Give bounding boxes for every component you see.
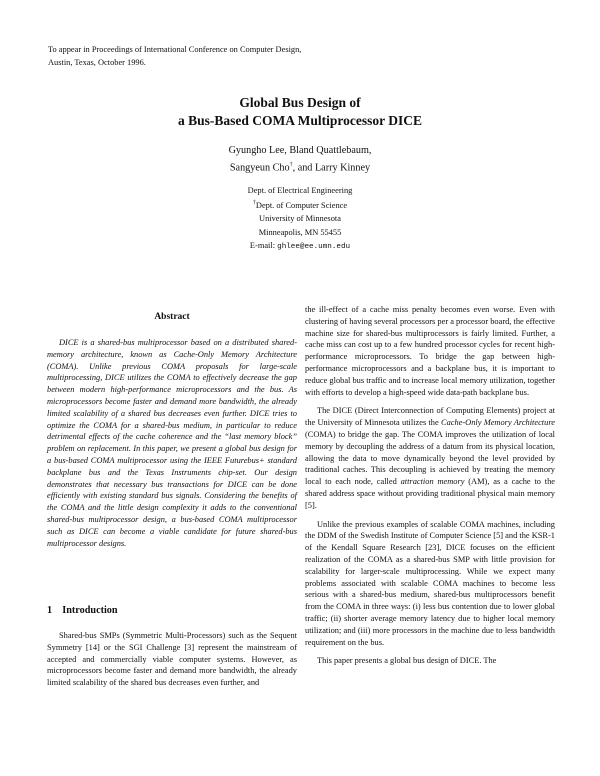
p2-emphasis-am: attraction memory [400, 477, 465, 487]
dagger-mark: † [289, 162, 293, 168]
right-paragraph-3: Unlike the previous examples of scalable COMA machines, including the DDM of the Swedish Institute of Computer Science [5] and the KSR-1 of the Kendall Square Research [23], DICE focuses on the efficient realization of the COMA as a shared-bus SMP with little provision for scalability for larger-scale multiprocessing. While we expect many problems associated with scalable COMA machines to become less serious with a shared-bus medium, shared-bus multiprocessors benefit from the COMA in three ways: (i) less bus contention due to lower global traffic; (ii) shorter average memory latency due to higher local memory utilization; and (iii) more processors in the machine due to less bandwidth requirement on the bus. [305, 519, 555, 647]
dagger-mark: † [252, 200, 256, 207]
intro-paragraph: Shared-bus SMPs (Symmetric Multi-Processors) such as the Sequent Symmetry [14] or the SGI Challenge [3] represent the mainstream of accepted and commercially viable computer systems. However, as microprocessors become faster and demand more bandwidth, the already limited scalability of the shared bus decreases even further, and [47, 631, 297, 688]
affil-email [0, 239, 600, 254]
author-list [0, 144, 600, 175]
affil-dept-cs-label: Dept. of Computer Science [255, 201, 348, 211]
affil-dept-ee: Dept. of Electrical Engineering [247, 186, 353, 195]
affil-city: Minneapolis, MN 55455 [258, 227, 342, 237]
section-heading-introduction [47, 605, 297, 616]
right-paragraph-2 [305, 405, 555, 511]
p2-emphasis-coma: Cache-Only Memory Architecture [440, 418, 555, 428]
p2-text-c: (AM), as a cache to the shared address space without providing traditional physical main memory [5]. [305, 477, 556, 510]
abstract-body: DICE is a shared-bus multiprocessor based on a distributed shared-memory architecture, known as Cache-Only Memory Architecture (COMA). Unlike previous COMA proposals for large-scale multiprocessing, DICE utilizes the COMA to effectively decrease the gap between modern high-performance microprocessors and the bus. As microprocessors become faster and demand more bandwidth, the already limited scalability of a shared bus decreases even further. DICE tries to optimize the COMA for a shared-bus medium, in particular to reduce detrimental effects of the cache coherence and the “last memory block” problem on replacement. In this paper, we present a global bus design for a bus-based COMA multiprocessor using the IEEE Futurebus+ standard backplane bus and the Texas Instruments chip-set. Our design demonstrates that necessary bus transactions for DICE can be done efficiently with existing standard bus signals. Considering the benefits of the COMA and the little design complexity it adds to the conventional shared-bus multiprocessor design, a bus-based COMA multiprocessor such as DICE can become a viable candidate for future shared-bus multiprocessor designs. [47, 338, 297, 548]
authors-line-1: Gyungho Lee, Bland Quattlebaum, [228, 145, 372, 156]
affiliation [0, 184, 600, 254]
author-cho: Sangyeun Cho [229, 162, 290, 174]
email-label: E-mail: [249, 240, 278, 250]
author-kinney: , and Larry Kinney [292, 162, 371, 174]
title-line-2: a Bus-Based COMA Multiprocessor DICE [177, 113, 422, 128]
right-paragraph-1: the ill-effect of a cache miss penalty becomes even worse. Even with clustering of having several processors per a processor board, the effective machine size for shared-bus multiprocessors is fairly limited. Further, a cache miss can cost up to a few hundred processor cycles for recent high-performance microprocessors. To bridge the gap between high-performance microprocessors and a backplane bus, it is important to reduce global bus traffic and to increase local memory utilization, together with efforts to develop a high-speed wide data-path backplane bus. [305, 305, 555, 397]
affil-university: University of Minnesota [259, 214, 341, 224]
right-column [305, 304, 555, 674]
email-address[interactable]: ghlee@ee.umn.edu [277, 242, 351, 251]
p2-text-b: (COMA) to bridge the gap. The COMA improves the utilization of local memory by decoupling the address of a datum from its physical location, allowing the data to move dynamically beyond the level provided by traditional caches. This decoupling is achieved by treating the memory local to each node, called [305, 429, 555, 487]
section-number: 1 [47, 605, 53, 616]
affil-dept-cs [0, 197, 600, 212]
publication-note: To appear in Proceedings of International Conference on Computer Design, Austin, Texas, October 1996. [48, 45, 302, 67]
abstract-heading: Abstract [154, 312, 190, 322]
title-line-1: Global Bus Design of [239, 95, 361, 110]
right-paragraph-4: This paper presents a global bus design of DICE. The [317, 656, 497, 666]
paper-title [0, 94, 600, 130]
authors-line-2 [0, 158, 600, 175]
section-title: Introduction [62, 605, 118, 616]
p2-text-a: The DICE (Direct Interconnection of Computing Elements) project at the University of Minnesota utilizes the [305, 406, 555, 428]
